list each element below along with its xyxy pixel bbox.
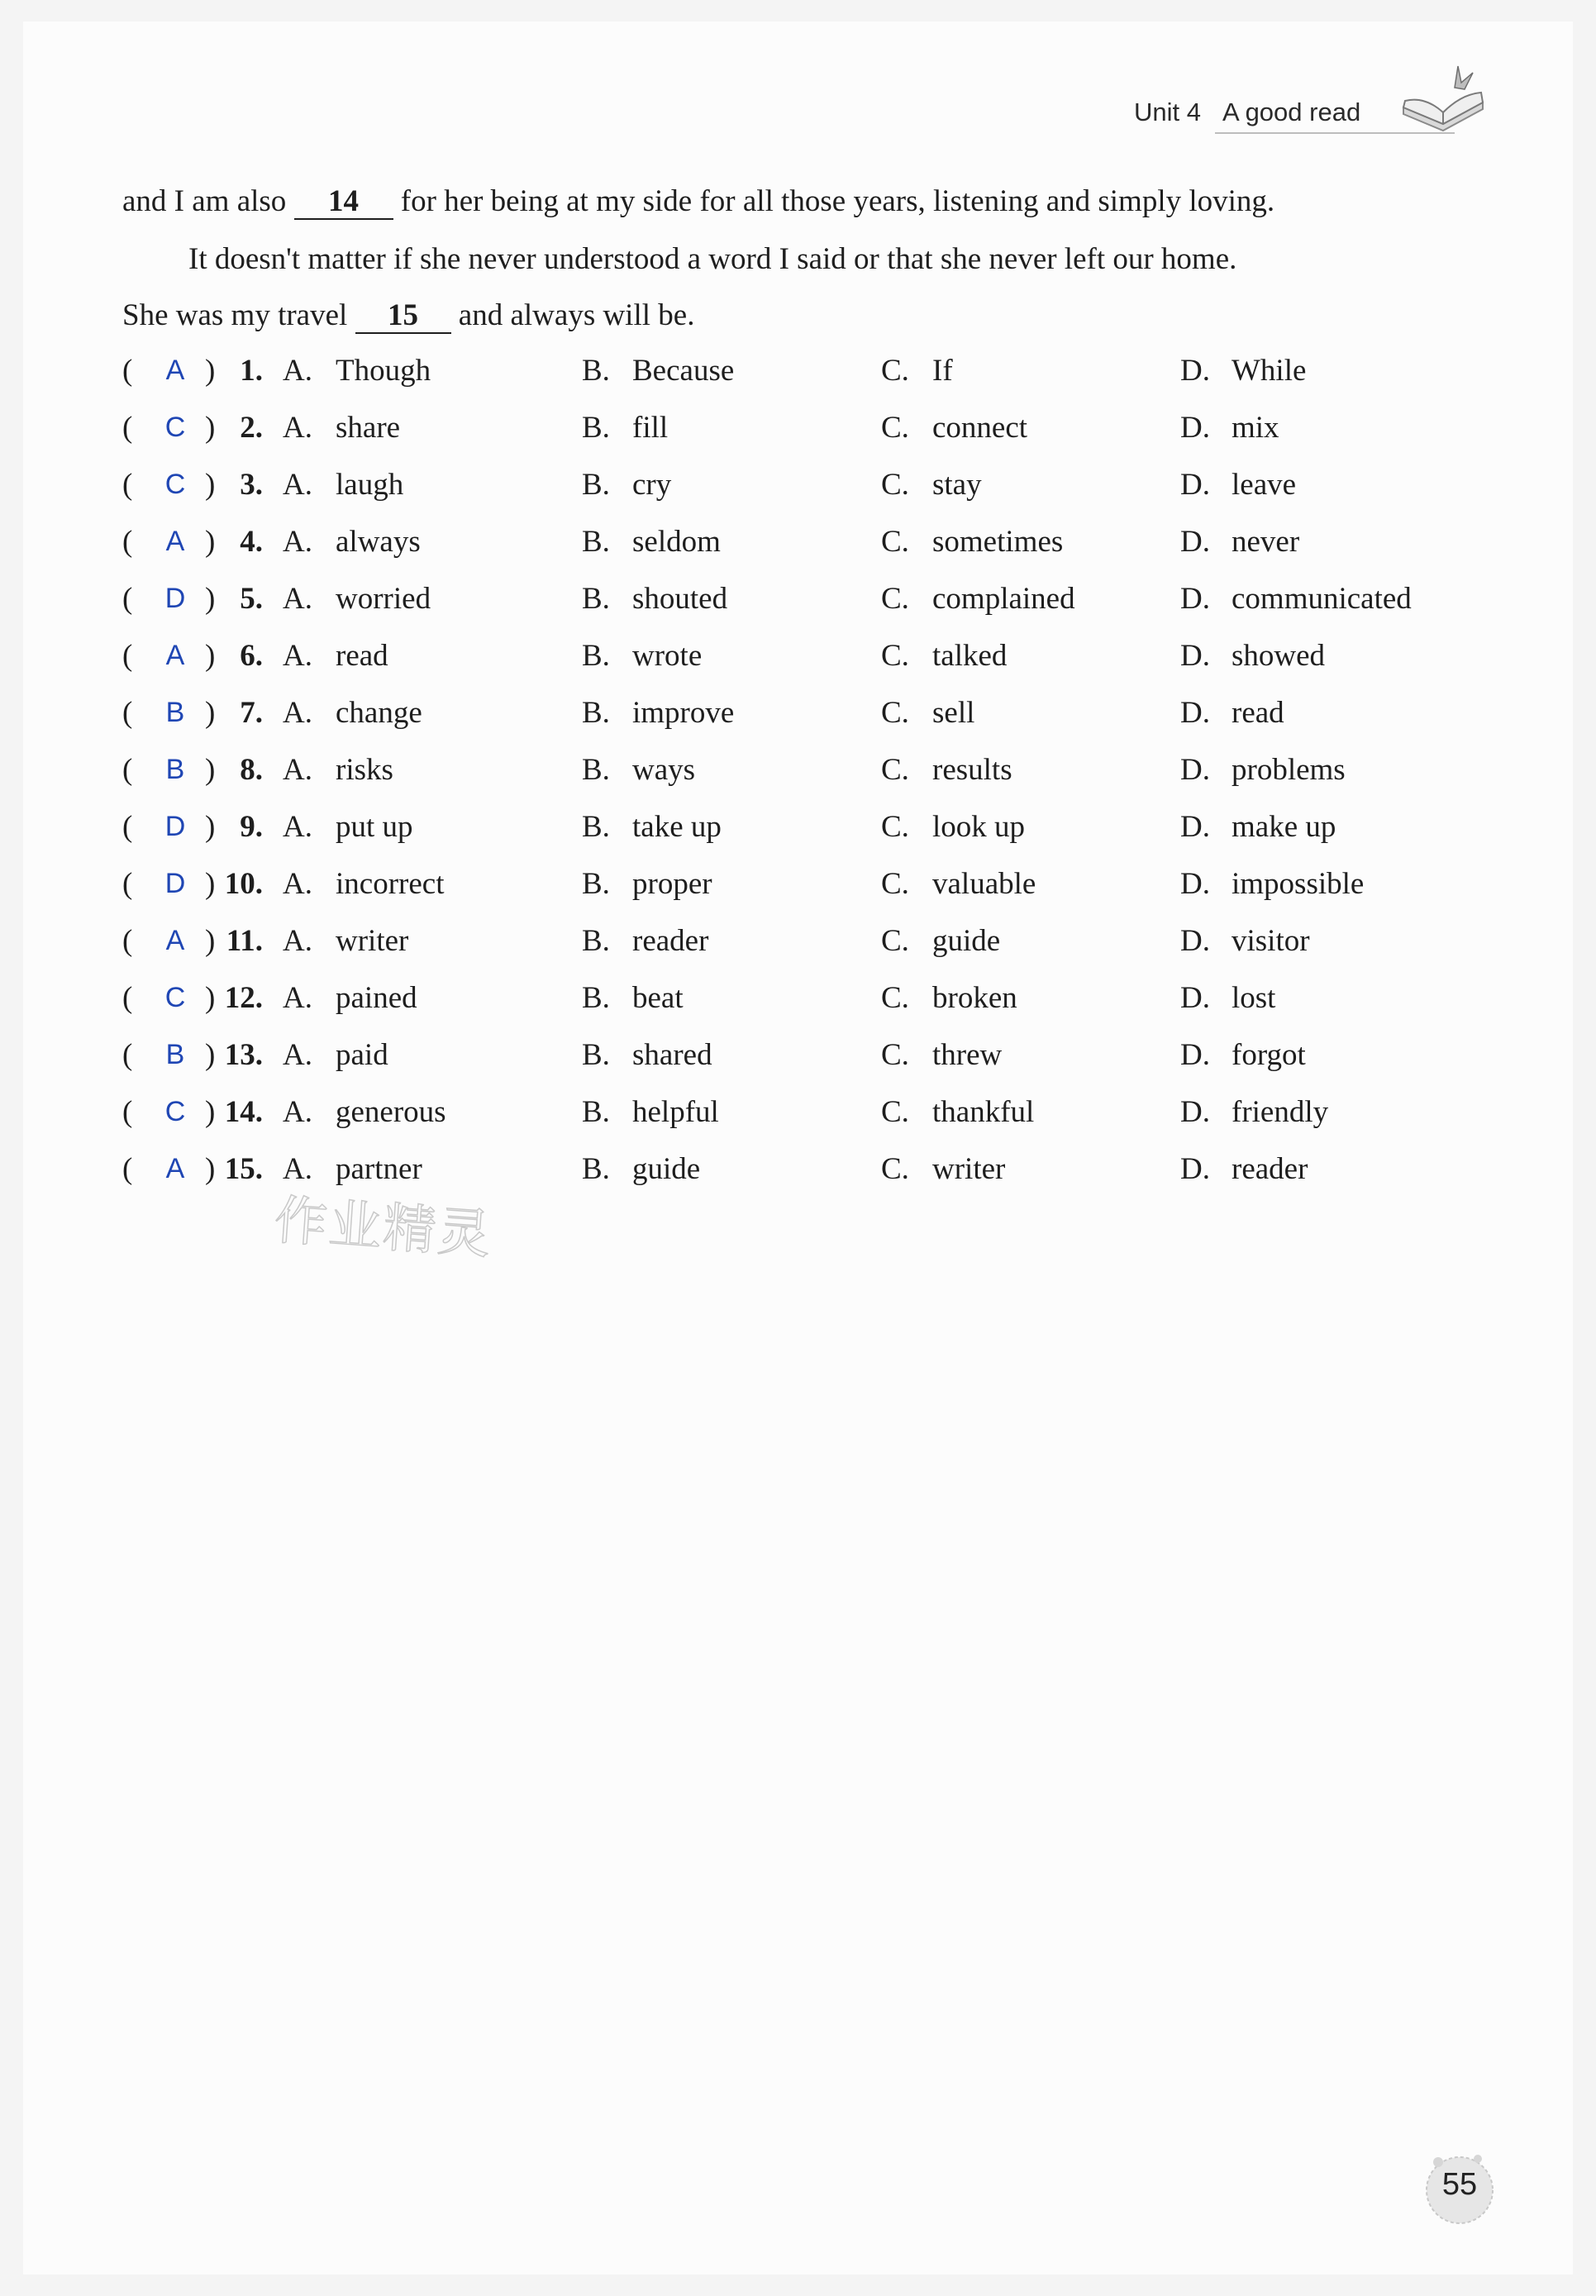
option-d-text: communicated — [1232, 582, 1412, 616]
paren-close: ) — [205, 810, 216, 844]
answer-letter: B — [165, 1039, 185, 1070]
option-a-label: A. — [283, 411, 312, 445]
paren-close: ) — [205, 924, 216, 958]
option-a-text: change — [336, 696, 422, 730]
paren-close: ) — [205, 639, 216, 673]
option-b-text: beat — [632, 981, 684, 1015]
question-number: 6. — [240, 639, 263, 673]
option-d-text: make up — [1232, 810, 1336, 844]
option-a-text: Though — [336, 354, 431, 388]
option-a-label: A. — [283, 753, 312, 787]
option-d-label: D. — [1180, 810, 1210, 844]
header-title: A good read — [1222, 98, 1361, 126]
option-b-label: B. — [582, 468, 610, 502]
option-c-text: broken — [932, 981, 1017, 1015]
option-d-label: D. — [1180, 468, 1210, 502]
option-c-label: C. — [881, 639, 909, 673]
header-unit: Unit 4 — [1134, 98, 1201, 126]
option-b-label: B. — [582, 924, 610, 958]
option-a-text: share — [336, 411, 401, 445]
question-number: 9. — [240, 810, 263, 844]
option-c-text: results — [932, 753, 1012, 787]
passage-line-1 — [122, 183, 1274, 220]
option-b-label: B. — [582, 1038, 610, 1072]
question-row — [122, 923, 1445, 980]
option-d-label: D. — [1180, 525, 1210, 559]
option-a-text: paid — [336, 1038, 388, 1072]
option-a-text: always — [336, 525, 421, 559]
option-b-label: B. — [582, 411, 610, 445]
option-a-text: worried — [336, 582, 431, 616]
blank-14: 14 — [294, 186, 393, 220]
paren-open: ( — [122, 1038, 133, 1072]
paren-open: ( — [122, 810, 133, 844]
paren-close: ) — [205, 1152, 216, 1186]
question-number: 10. — [224, 867, 263, 901]
watermark: 作业精灵 — [272, 1189, 494, 1267]
paren-open: ( — [122, 753, 133, 787]
option-d-text: friendly — [1232, 1095, 1329, 1129]
option-d-label: D. — [1180, 981, 1210, 1015]
option-a-text: put up — [336, 810, 413, 844]
option-b-label: B. — [582, 639, 610, 673]
option-b-text: helpful — [632, 1095, 719, 1129]
option-c-label: C. — [881, 354, 909, 388]
option-a-text: generous — [336, 1095, 446, 1129]
option-d-text: While — [1232, 354, 1307, 388]
passage-line-3 — [122, 298, 694, 334]
paren-close: ) — [205, 525, 216, 559]
option-c-text: talked — [932, 639, 1008, 673]
option-b-text: shouted — [632, 582, 728, 616]
question-row — [122, 866, 1445, 923]
paren-open: ( — [122, 354, 133, 388]
question-number: 11. — [226, 924, 263, 958]
option-b-label: B. — [582, 525, 610, 559]
option-a-label: A. — [283, 981, 312, 1015]
option-a-label: A. — [283, 1038, 312, 1072]
option-b-text: reader — [632, 924, 709, 958]
option-a-text: pained — [336, 981, 417, 1015]
option-a-label: A. — [283, 468, 312, 502]
paren-close: ) — [205, 753, 216, 787]
option-a-label: A. — [283, 1152, 312, 1186]
option-c-text: stay — [932, 468, 982, 502]
option-d-text: problems — [1232, 753, 1346, 787]
answer-letter: A — [165, 1153, 185, 1184]
option-d-label: D. — [1180, 753, 1210, 787]
question-number: 7. — [240, 696, 263, 730]
question-number: 4. — [240, 525, 263, 559]
question-number: 2. — [240, 411, 263, 445]
passage-text: She was my travel — [122, 298, 355, 332]
option-b-text: ways — [632, 753, 696, 787]
option-a-text: partner — [336, 1152, 422, 1186]
answer-letter: A — [165, 355, 185, 386]
option-a-label: A. — [283, 582, 312, 616]
paren-close: ) — [205, 1038, 216, 1072]
option-b-label: B. — [582, 981, 610, 1015]
option-b-text: shared — [632, 1038, 712, 1072]
passage-text: for her being at my side for all those years, listening and simply loving. — [393, 184, 1275, 218]
option-c-text: thankful — [932, 1095, 1035, 1129]
option-a-label: A. — [283, 525, 312, 559]
option-c-label: C. — [881, 411, 909, 445]
question-row — [122, 1094, 1445, 1151]
answer-letter: B — [165, 754, 185, 785]
question-row — [122, 695, 1445, 752]
paren-open: ( — [122, 1152, 133, 1186]
paren-open: ( — [122, 924, 133, 958]
question-number: 8. — [240, 753, 263, 787]
option-a-label: A. — [283, 867, 312, 901]
open-book-icon — [1397, 55, 1489, 141]
question-row — [122, 752, 1445, 809]
question-number: 5. — [240, 582, 263, 616]
option-a-text: writer — [336, 924, 409, 958]
option-b-label: B. — [582, 354, 610, 388]
option-b-label: B. — [582, 1095, 610, 1129]
option-d-text: impossible — [1232, 867, 1365, 901]
paren-open: ( — [122, 525, 133, 559]
option-c-text: threw — [932, 1038, 1003, 1072]
option-d-text: mix — [1232, 411, 1279, 445]
option-b-text: wrote — [632, 639, 703, 673]
option-d-label: D. — [1180, 354, 1210, 388]
option-b-text: cry — [632, 468, 672, 502]
paren-close: ) — [205, 1095, 216, 1129]
question-number: 14. — [224, 1095, 263, 1129]
option-a-label: A. — [283, 924, 312, 958]
paren-open: ( — [122, 696, 133, 730]
question-row — [122, 638, 1445, 695]
answer-letter: A — [165, 640, 185, 671]
option-d-label: D. — [1180, 582, 1210, 616]
option-c-text: look up — [932, 810, 1026, 844]
option-a-label: A. — [283, 639, 312, 673]
option-c-label: C. — [881, 1152, 909, 1186]
option-c-label: C. — [881, 810, 909, 844]
question-number: 3. — [240, 468, 263, 502]
question-row — [122, 980, 1445, 1037]
option-c-text: sell — [932, 696, 975, 730]
option-b-label: B. — [582, 753, 610, 787]
option-c-label: C. — [881, 1095, 909, 1129]
option-b-text: seldom — [632, 525, 721, 559]
option-b-text: take up — [632, 810, 722, 844]
option-b-label: B. — [582, 1152, 610, 1186]
page-number: 55 — [1441, 2167, 1478, 2202]
option-d-label: D. — [1180, 867, 1210, 901]
option-b-label: B. — [582, 582, 610, 616]
question-row — [122, 467, 1445, 524]
option-d-text: reader — [1232, 1152, 1308, 1186]
option-c-label: C. — [881, 867, 909, 901]
option-d-text: showed — [1232, 639, 1326, 673]
option-d-label: D. — [1180, 1152, 1210, 1186]
option-b-text: improve — [632, 696, 735, 730]
passage-text: and I am also — [122, 184, 294, 218]
option-d-label: D. — [1180, 639, 1210, 673]
option-c-label: C. — [881, 981, 909, 1015]
option-d-text: lost — [1232, 981, 1276, 1015]
option-d-label: D. — [1180, 1038, 1210, 1072]
option-d-text: leave — [1232, 468, 1297, 502]
question-row — [122, 410, 1445, 467]
option-c-text: complained — [932, 582, 1075, 616]
question-row — [122, 353, 1445, 410]
answer-letter: C — [164, 982, 186, 1013]
option-d-label: D. — [1180, 924, 1210, 958]
blank-15: 15 — [355, 300, 451, 334]
paren-close: ) — [205, 468, 216, 502]
answer-letter: C — [164, 469, 186, 500]
option-b-label: B. — [582, 810, 610, 844]
option-c-text: sometimes — [932, 525, 1064, 559]
option-c-label: C. — [881, 924, 909, 958]
question-number: 12. — [224, 981, 263, 1015]
option-c-label: C. — [881, 525, 909, 559]
paren-close: ) — [205, 582, 216, 616]
paren-open: ( — [122, 1095, 133, 1129]
question-row — [122, 581, 1445, 638]
option-d-label: D. — [1180, 411, 1210, 445]
option-a-label: A. — [283, 810, 312, 844]
option-c-text: valuable — [932, 867, 1036, 901]
option-c-label: C. — [881, 468, 909, 502]
option-b-text: Because — [632, 354, 735, 388]
running-header — [1134, 98, 1360, 127]
question-number: 13. — [224, 1038, 263, 1072]
option-d-text: forgot — [1232, 1038, 1306, 1072]
question-number: 1. — [240, 354, 263, 388]
option-d-text: never — [1232, 525, 1300, 559]
paren-open: ( — [122, 468, 133, 502]
option-d-text: read — [1232, 696, 1284, 730]
question-row — [122, 1037, 1445, 1094]
option-b-label: B. — [582, 867, 610, 901]
answer-letter: A — [165, 925, 185, 956]
answer-letter: C — [164, 1096, 186, 1127]
paren-close: ) — [205, 696, 216, 730]
option-c-label: C. — [881, 753, 909, 787]
option-c-text: guide — [932, 924, 1001, 958]
option-a-text: risks — [336, 753, 393, 787]
option-c-label: C. — [881, 696, 909, 730]
paren-open: ( — [122, 867, 133, 901]
paren-open: ( — [122, 411, 133, 445]
option-c-text: writer — [932, 1152, 1006, 1186]
paren-close: ) — [205, 411, 216, 445]
answer-letter: D — [164, 868, 186, 899]
paren-close: ) — [205, 867, 216, 901]
question-row — [122, 524, 1445, 581]
option-a-text: incorrect — [336, 867, 445, 901]
option-c-text: If — [932, 354, 953, 388]
option-b-text: fill — [632, 411, 669, 445]
paren-open: ( — [122, 582, 133, 616]
option-d-label: D. — [1180, 696, 1210, 730]
option-c-text: connect — [932, 411, 1028, 445]
option-a-text: read — [336, 639, 388, 673]
option-c-label: C. — [881, 582, 909, 616]
answer-letter: B — [165, 697, 185, 728]
answer-letter: D — [164, 811, 186, 842]
passage-text: and always will be. — [450, 298, 695, 332]
paren-open: ( — [122, 639, 133, 673]
option-c-label: C. — [881, 1038, 909, 1072]
question-list — [122, 353, 1445, 1208]
option-b-label: B. — [582, 696, 610, 730]
answer-letter: D — [164, 583, 186, 614]
paren-close: ) — [205, 981, 216, 1015]
option-a-label: A. — [283, 696, 312, 730]
option-a-label: A. — [283, 1095, 312, 1129]
option-a-label: A. — [283, 354, 312, 388]
answer-letter: A — [165, 526, 185, 557]
paren-close: ) — [205, 354, 216, 388]
option-a-text: laugh — [336, 468, 404, 502]
paren-open: ( — [122, 981, 133, 1015]
option-b-text: proper — [632, 867, 712, 901]
answer-letter: C — [164, 412, 186, 443]
question-row — [122, 809, 1445, 866]
passage-line-2: It doesn't matter if she never understood a word I said or that she never left our home. — [188, 242, 1237, 276]
question-number: 15. — [224, 1152, 263, 1186]
option-b-text: guide — [632, 1152, 701, 1186]
option-d-text: visitor — [1232, 924, 1310, 958]
option-d-label: D. — [1180, 1095, 1210, 1129]
